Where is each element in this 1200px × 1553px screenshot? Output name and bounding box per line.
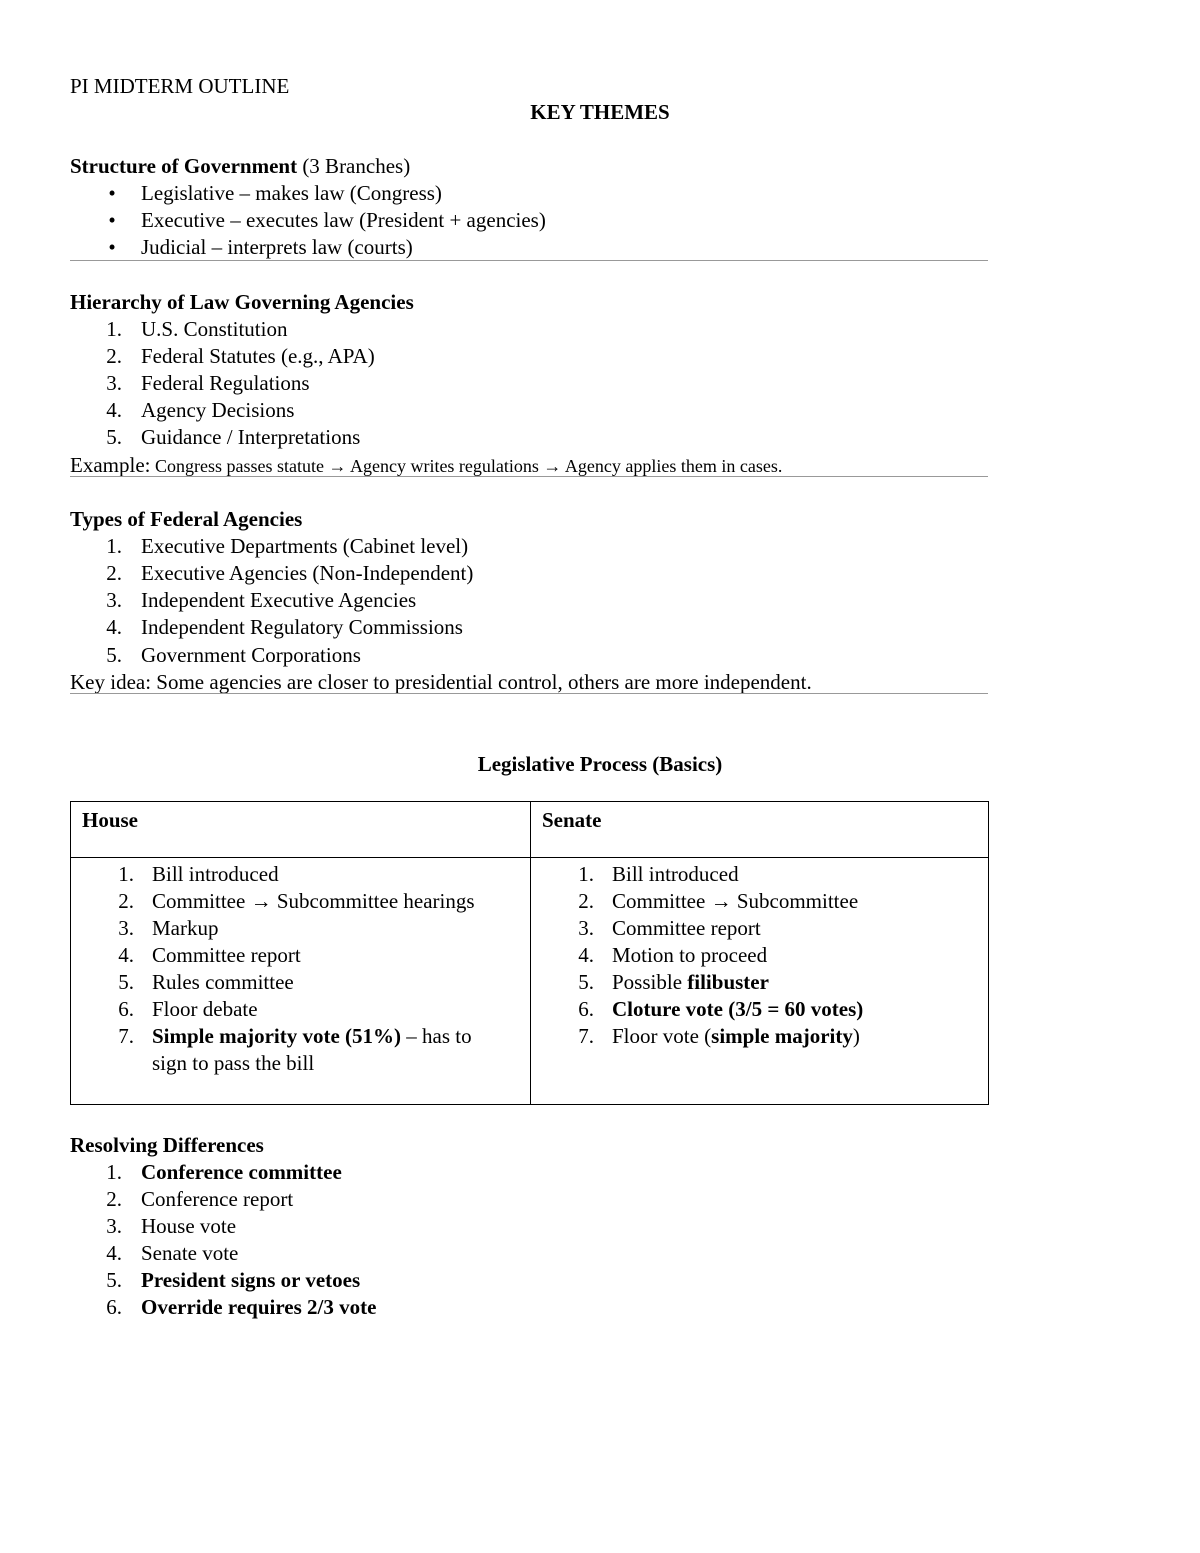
senate-step: Bill introduced <box>612 862 739 886</box>
bullet-icon: • <box>108 235 116 259</box>
senate-step: Cloture vote (3/5 = 60 votes) <box>612 997 864 1021</box>
bullet-icon: • <box>108 208 116 232</box>
list-number: 5. <box>106 1268 122 1292</box>
section-divider <box>70 260 988 261</box>
bullet-icon: • <box>108 181 116 205</box>
list-number: 2. <box>118 889 134 913</box>
list-number: 1. <box>106 1160 122 1184</box>
senate-step-post: ) <box>852 1024 860 1048</box>
list-number: 3. <box>106 1214 122 1238</box>
hierarchy-item: Federal Statutes (e.g., APA) <box>141 344 375 368</box>
list-number: 4. <box>118 943 134 967</box>
senate-step: Motion to proceed <box>612 943 768 967</box>
list-number: 6. <box>118 997 134 1021</box>
list-number: 3. <box>578 916 594 940</box>
hierarchy-heading: Hierarchy of Law Governing Agencies <box>70 290 414 314</box>
house-step-line2: sign to pass the bill <box>152 1051 315 1075</box>
house-step: Floor debate <box>152 997 258 1021</box>
senate-step-bold: simple majority <box>711 1024 853 1048</box>
list-number: 3. <box>106 588 122 612</box>
senate-step: Committee → Subcommittee <box>612 889 859 913</box>
hierarchy-item: U.S. Constitution <box>141 317 288 341</box>
resolving-item: Conference report <box>141 1187 294 1211</box>
house-step <box>152 1024 472 1049</box>
resolving-item: Conference committee <box>141 1160 342 1184</box>
hierarchy-item: Guidance / Interpretations <box>141 425 361 449</box>
key-themes-heading: KEY THEMES <box>530 100 670 124</box>
legislative-process-table <box>70 801 989 1105</box>
list-number: 5. <box>118 970 134 994</box>
example-label: Example: <box>70 453 151 477</box>
resolving-item: Senate vote <box>141 1241 239 1265</box>
list-number: 4. <box>578 943 594 967</box>
structure-item-executive: Executive – executes law (President + agencies) <box>141 208 546 232</box>
hierarchy-item: Agency Decisions <box>141 398 295 422</box>
house-step-bold: Simple majority vote (51%) <box>152 1024 402 1048</box>
types-item: Independent Executive Agencies <box>141 588 417 612</box>
structure-item-legislative: Legislative – makes law (Congress) <box>141 181 442 205</box>
structure-heading-rest: (3 Branches) <box>297 154 411 178</box>
house-header-cell <box>71 802 531 858</box>
document-title: PI MIDTERM OUTLINE <box>70 74 290 98</box>
list-number: 1. <box>106 317 122 341</box>
house-step: Committee → Subcommittee hearings <box>152 889 475 913</box>
resolving-item: Override requires 2/3 vote <box>141 1295 377 1319</box>
resolving-item: House vote <box>141 1214 237 1238</box>
resolving-heading: Resolving Differences <box>70 1133 264 1157</box>
structure-heading <box>70 154 410 179</box>
list-number: 1. <box>106 534 122 558</box>
house-step: Committee report <box>152 943 301 967</box>
resolving-item: President signs or vetoes <box>141 1268 361 1292</box>
list-number: 6. <box>578 997 594 1021</box>
list-number: 2. <box>106 1187 122 1211</box>
list-number: 5. <box>106 643 122 667</box>
senate-step-plain: Possible <box>612 970 688 994</box>
list-number: 7. <box>118 1024 134 1048</box>
list-number: 1. <box>118 862 134 886</box>
structure-heading-bold: Structure of Government <box>70 154 298 178</box>
list-number: 4. <box>106 398 122 422</box>
senate-step <box>612 1024 860 1049</box>
list-number: 4. <box>106 615 122 639</box>
hierarchy-item: Federal Regulations <box>141 371 310 395</box>
house-steps-cell <box>71 858 531 1105</box>
list-number: 7. <box>578 1024 594 1048</box>
senate-step: Committee report <box>612 916 761 940</box>
list-number: 4. <box>106 1241 122 1265</box>
legislative-heading: Legislative Process (Basics) <box>477 752 723 776</box>
list-number: 3. <box>106 371 122 395</box>
senate-step <box>612 970 769 995</box>
list-number: 5. <box>106 425 122 449</box>
senate-steps-cell <box>531 858 989 1105</box>
types-item: Government Corporations <box>141 643 361 667</box>
example-text: Congress passes statute → Agency writes regulations → Agency applies them in cases. <box>150 456 783 476</box>
key-idea: Key idea: Some agencies are closer to presidential control, others are more independent. <box>70 670 812 694</box>
list-number: 1. <box>578 862 594 886</box>
house-step: Rules committee <box>152 970 294 994</box>
hierarchy-example <box>70 453 782 478</box>
list-number: 2. <box>578 889 594 913</box>
house-step: Markup <box>152 916 219 940</box>
types-item: Independent Regulatory Commissions <box>141 615 463 639</box>
list-number: 5. <box>578 970 594 994</box>
senate-header-cell <box>531 802 989 858</box>
list-number: 2. <box>106 344 122 368</box>
senate-step-pre: Floor vote ( <box>612 1024 712 1048</box>
types-heading: Types of Federal Agencies <box>70 507 303 531</box>
house-step-rest: – has to <box>401 1024 472 1048</box>
types-item: Executive Agencies (Non-Independent) <box>141 561 474 585</box>
list-number: 6. <box>106 1295 122 1319</box>
section-divider <box>70 693 988 694</box>
house-header: House <box>82 808 139 832</box>
senate-header: Senate <box>542 808 602 832</box>
section-divider <box>70 476 988 477</box>
list-number: 3. <box>118 916 134 940</box>
types-item: Executive Departments (Cabinet level) <box>141 534 469 558</box>
senate-step-bold: filibuster <box>687 970 769 994</box>
structure-item-judicial: Judicial – interprets law (courts) <box>141 235 413 259</box>
house-step: Bill introduced <box>152 862 279 886</box>
list-number: 2. <box>106 561 122 585</box>
